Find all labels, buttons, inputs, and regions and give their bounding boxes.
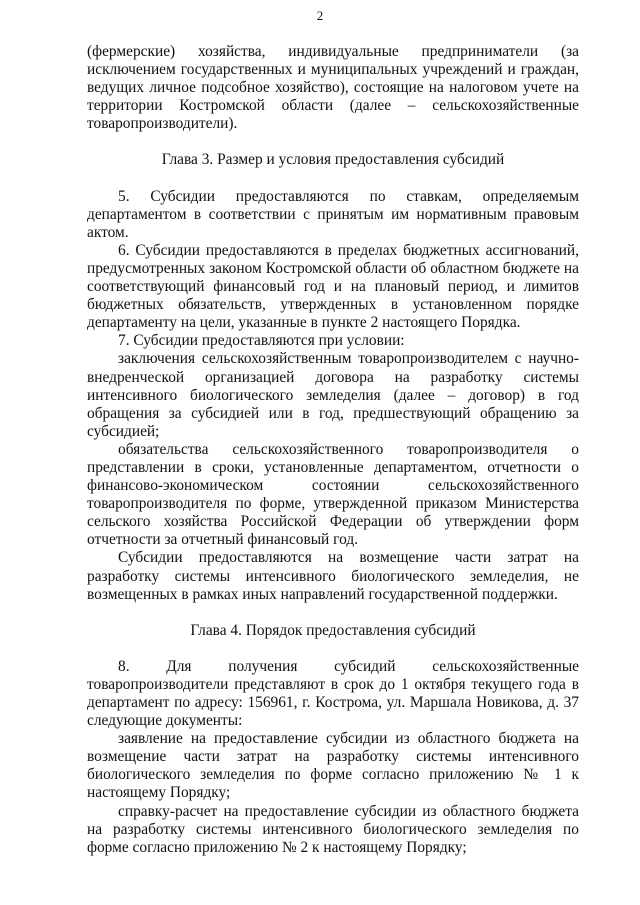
subsidy-purpose: Субсидии предоставляются на возмещение части затрат на разработку системы интенсивного биологического земледелия, не возмещенных в рамках иных направлений государственной поддержки. <box>87 549 579 603</box>
condition-reporting: обязательства сельскохозяйственного товаропроизводителя о представлении в сроки, установленные департаментом, отчетности о финансово-экономическом состоянии сельскохозяйственного товаропроизводителя по форме, утвержденной приказом Министерства сельского хозяйства Российской Федерации об утверждении форм отчетности за отчетный финансовый год. <box>87 440 579 549</box>
paragraph-8: 8. Для получения субсидий сельскохозяйственные товаропроизводители представляют в срок до 1 октября текущего года в департамент по адресу: 156961, г. Кострома, ул. Маршала Новикова, д. 37 следующие документы: <box>87 657 579 730</box>
paragraph-5: 5. Субсидии предоставляются по ставкам, определяемым департаментом в соответствии с принятым им нормативным правовым актом. <box>87 187 579 241</box>
paragraph-7: 7. Субсидии предоставляются при условии: <box>118 332 405 350</box>
document-application: заявление на предоставление субсидии из областного бюджета на возмещение части затрат на разработку системы интенсивного биологического земледелия по форме согласно приложению № 1 к настоящему Порядку; <box>87 730 579 802</box>
chapter-4-heading: Глава 4. Порядок предоставления субсидий <box>190 621 476 639</box>
condition-contract: заключения сельскохозяйственным товаропроизводителем с научно-внедренческой организацией договора на разработку системы интенсивного биологического земледелия (далее – договор) в год обращения за субсидией или в год, предшествующий обращению за субсидией; <box>87 350 579 440</box>
chapter-3-heading: Глава 3. Размер и условия предоставления субсидий <box>161 151 505 169</box>
document-calculation: справку-расчет на предоставление субсидии из областного бюджета на разработку системы интенсивного биологического земледелия по форме согласно приложению № 2 к настоящему Порядку; <box>87 802 579 856</box>
page-number: 2 <box>316 8 324 23</box>
document-body <box>87 43 579 857</box>
paragraph-continuation: (фермерские) хозяйства, индивидуальные предприниматели (за исключением государственных и муниципальных учреждений и граждан, ведущих личное подсобное хозяйство), состоящие на налоговом учете на территории Костромской области (далее – сельскохозяйственные товаропроизводители). <box>87 43 579 133</box>
paragraph-6: 6. Субсидии предоставляются в пределах бюджетных ассигнований, предусмотренных законом Костромской области об областном бюджете на соответствующий финансовый год и на плановый период, и лимитов бюджетных обязательств, утвержденных в установленном порядке департаменту на цели, указанные в пункте 2 настоящего Порядка. <box>87 241 579 332</box>
